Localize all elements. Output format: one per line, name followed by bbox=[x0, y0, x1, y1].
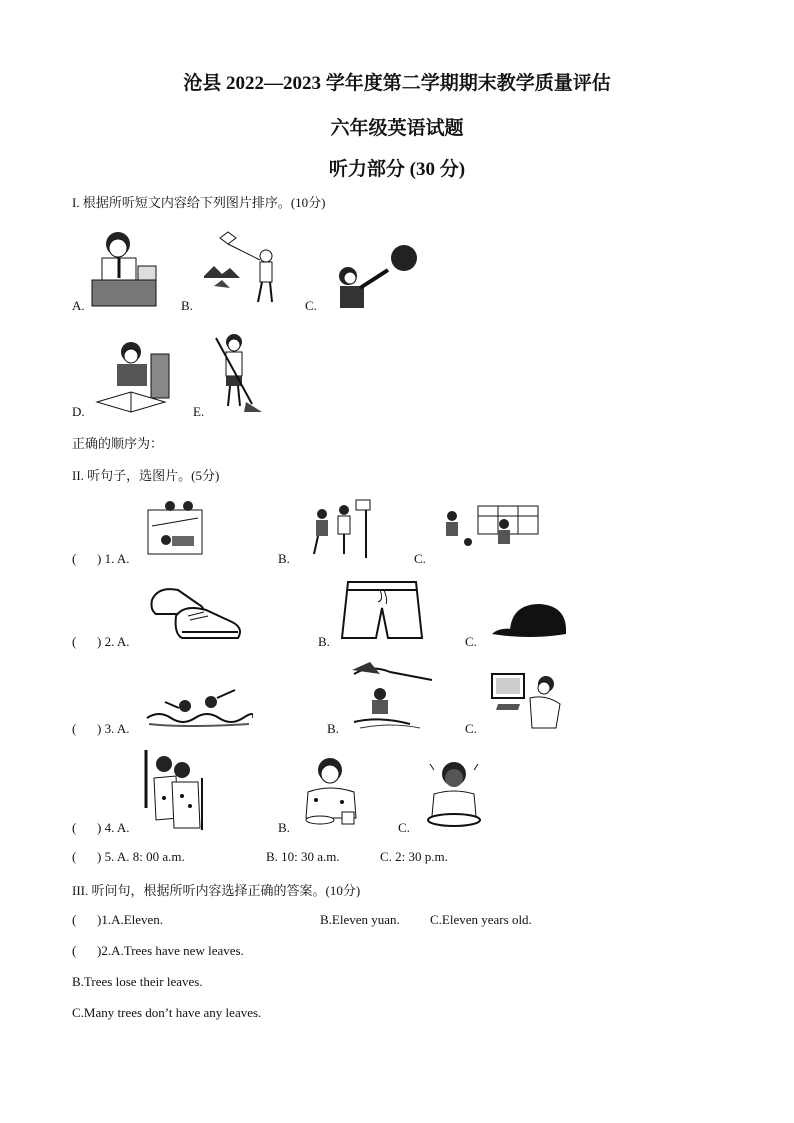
q1-picture-b bbox=[300, 496, 375, 560]
part1-instruction: I. 根据所听短文内容给下列图片排序。(10分) bbox=[72, 195, 326, 210]
q5-paren: ( bbox=[72, 849, 77, 864]
page-subtitle: 六年级英语试题 bbox=[330, 118, 464, 139]
section-title: 听力部分 (30 分) bbox=[328, 159, 466, 180]
q4-picture-a bbox=[142, 748, 206, 832]
q4-label-b: B. bbox=[278, 820, 290, 835]
q2-label-b: B. bbox=[318, 634, 330, 649]
q2-label-a: ) 2. A. bbox=[97, 634, 130, 649]
p3-q1-option-b: B.Eleven yuan. bbox=[320, 912, 400, 927]
q1-label-a: ) 1. A. bbox=[97, 551, 130, 566]
part1-label-c: C. bbox=[305, 298, 317, 313]
part2-instruction: II. 听句子，选图片。(5分) bbox=[72, 468, 220, 483]
part1-order-label: 正确的顺序为： bbox=[72, 436, 164, 451]
q1-label-b: B. bbox=[278, 551, 290, 566]
q1-label-c: C. bbox=[414, 551, 426, 566]
part1-picture-d bbox=[95, 340, 173, 414]
q3-paren: ( bbox=[72, 721, 77, 736]
part1-label-e: E. bbox=[193, 404, 205, 419]
page-title: 沧县 2022—2023 学年度第二学期期末教学质量评估 bbox=[183, 73, 611, 94]
part1-picture-e bbox=[212, 332, 264, 414]
q3-label-a: ) 3. A. bbox=[97, 721, 130, 736]
p3-q1-option-c: C.Eleven years old. bbox=[430, 912, 532, 927]
q4-paren: ( bbox=[72, 820, 77, 835]
part1-label-b: B. bbox=[181, 298, 193, 313]
q5-option-b: B. 10: 30 a.m. bbox=[266, 849, 340, 864]
q3-picture-a-swimming bbox=[145, 684, 253, 730]
q2-paren: ( bbox=[72, 634, 77, 649]
q2-label-c: C. bbox=[465, 634, 477, 649]
q4-label-a: ) 4. A. bbox=[97, 820, 130, 835]
p3-q2-option-a: )2.A.Trees have new leaves. bbox=[97, 943, 244, 958]
q4-picture-c bbox=[424, 760, 484, 830]
part1-label-a: A. bbox=[72, 298, 85, 313]
p3-q2-option-c: C.Many trees don’t have any leaves. bbox=[72, 1005, 262, 1020]
part1-picture-b bbox=[200, 230, 285, 308]
q1-paren: ( bbox=[72, 551, 77, 566]
q2-picture-b-shorts bbox=[340, 578, 424, 642]
q2-picture-c-cap bbox=[490, 600, 570, 644]
part1-picture-a bbox=[88, 228, 160, 310]
q5-option-c: C. 2: 30 p.m. bbox=[380, 849, 448, 864]
q2-picture-a-sneakers bbox=[148, 582, 250, 644]
q1-picture-c bbox=[438, 502, 542, 550]
q3-label-b: B. bbox=[327, 721, 339, 736]
part1-label-d: D. bbox=[72, 404, 85, 419]
part3-instruction: III. 听问句，根据所听内容选择正确的答案。(10分) bbox=[72, 883, 361, 898]
p3-q2-option-b: B.Trees lose their leaves. bbox=[72, 974, 203, 989]
q4-picture-b bbox=[302, 756, 360, 828]
part1-picture-c bbox=[330, 240, 422, 310]
q3-picture-c-computer bbox=[490, 670, 566, 732]
p3-q1-paren: ( bbox=[72, 912, 77, 927]
p3-q2-paren: ( bbox=[72, 943, 77, 958]
q3-picture-b-fishing bbox=[350, 660, 434, 732]
q5-option-a: ) 5. A. 8: 00 a.m. bbox=[97, 849, 185, 864]
q1-picture-a bbox=[144, 496, 206, 560]
q3-label-c: C. bbox=[465, 721, 477, 736]
p3-q1-option-a: )1.A.Eleven. bbox=[97, 912, 164, 927]
q4-label-c: C. bbox=[398, 820, 410, 835]
